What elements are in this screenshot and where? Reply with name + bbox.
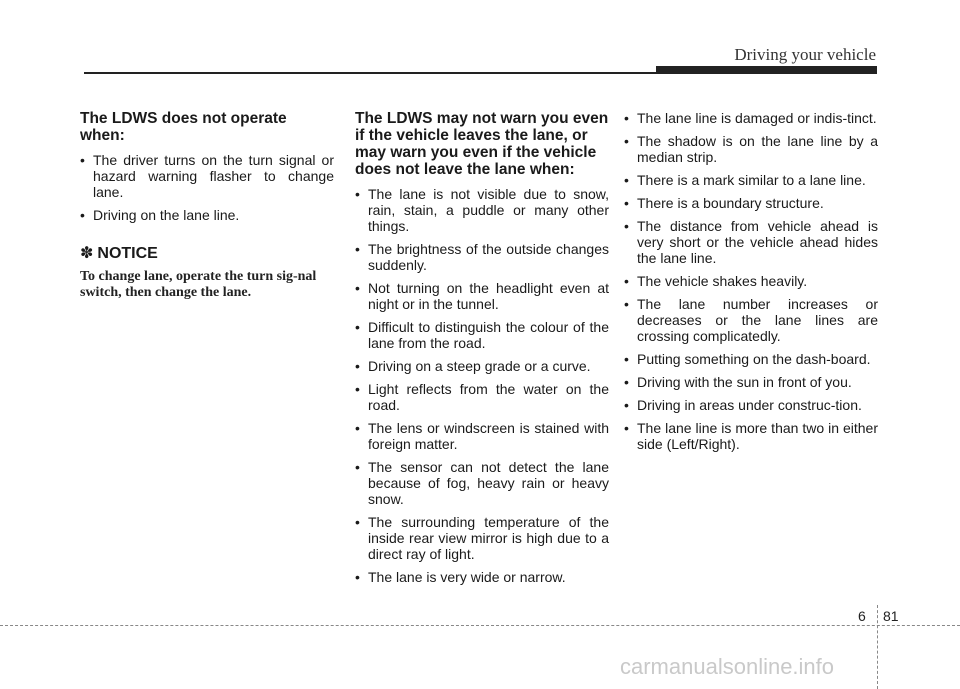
footer-divider	[877, 605, 878, 689]
list-item: • Difficult to distinguish the colour of the lane from the road.	[355, 319, 609, 351]
notice-icon: ✽	[80, 245, 94, 262]
section-heading: The LDWS may not warn you even if the vehicle leaves the lane, or may warn you even if the vehicle does not leave the lane when:	[355, 110, 609, 178]
footer-rule	[0, 625, 960, 626]
list-item: • Putting something on the dash-board.	[624, 351, 878, 367]
section-heading: The LDWS does not operate when:	[80, 110, 287, 144]
section-number: 6	[858, 608, 866, 624]
column-left	[80, 110, 334, 301]
watermark-text: carmanualsonline.info	[620, 654, 835, 679]
notice-title	[80, 243, 334, 263]
list-item: • The lane is very wide or narrow.	[355, 569, 609, 585]
list-item: • The distance from vehicle ahead is very short or the vehicle ahead hides the lane line.	[624, 218, 878, 266]
list-item: • The brightness of the outside changes suddenly.	[355, 241, 609, 273]
list-item: • Not turning on the headlight even at night or in the tunnel.	[355, 280, 609, 312]
list-item: • The surrounding temperature of the inside rear view mirror is high due to a direct ray of light.	[355, 514, 609, 562]
list-item: • The lane is not visible due to snow, rain, stain, a puddle or many other things.	[355, 186, 609, 234]
list-item: • The shadow is on the lane line by a median strip.	[624, 133, 878, 165]
bullet-list	[80, 152, 334, 223]
list-item: • The lane number increases or decreases or the lane lines are crossing complicatedly.	[624, 296, 878, 344]
list-item: • The driver turns on the turn signal or hazard warning flasher to change lane.	[80, 152, 334, 200]
bullet-list	[355, 186, 609, 585]
header-rule-thick	[656, 66, 877, 74]
list-item: • Driving on the lane line.	[80, 207, 334, 223]
list-item: • Driving on a steep grade or a curve.	[355, 358, 609, 374]
list-item: • There is a mark similar to a lane line.	[624, 172, 878, 188]
header-title: Driving your vehicle	[734, 45, 876, 64]
list-item: • Driving in areas under construc-tion.	[624, 397, 878, 413]
column-middle	[355, 110, 609, 592]
list-item: • The vehicle shakes heavily.	[624, 273, 878, 289]
list-item: • The lens or windscreen is stained with foreign matter.	[355, 420, 609, 452]
bullet-list	[624, 110, 878, 452]
list-item: • Light reflects from the water on the road.	[355, 381, 609, 413]
list-item: • The sensor can not detect the lane because of fog, heavy rain or heavy snow.	[355, 459, 609, 507]
list-item: • The lane line is damaged or indis-tinct.	[624, 110, 878, 126]
notice-box	[80, 243, 334, 301]
notice-label: NOTICE	[97, 245, 158, 262]
notice-text: To change lane, operate the turn sig-nal switch, then change the lane.	[80, 269, 317, 300]
list-item: • Driving with the sun in front of you.	[624, 374, 878, 390]
page-number: 81	[883, 608, 899, 624]
list-item: • There is a boundary structure.	[624, 195, 878, 211]
list-item: • The lane line is more than two in either side (Left/Right).	[624, 420, 878, 452]
header-rule-thin	[84, 72, 656, 74]
column-right	[624, 110, 878, 459]
